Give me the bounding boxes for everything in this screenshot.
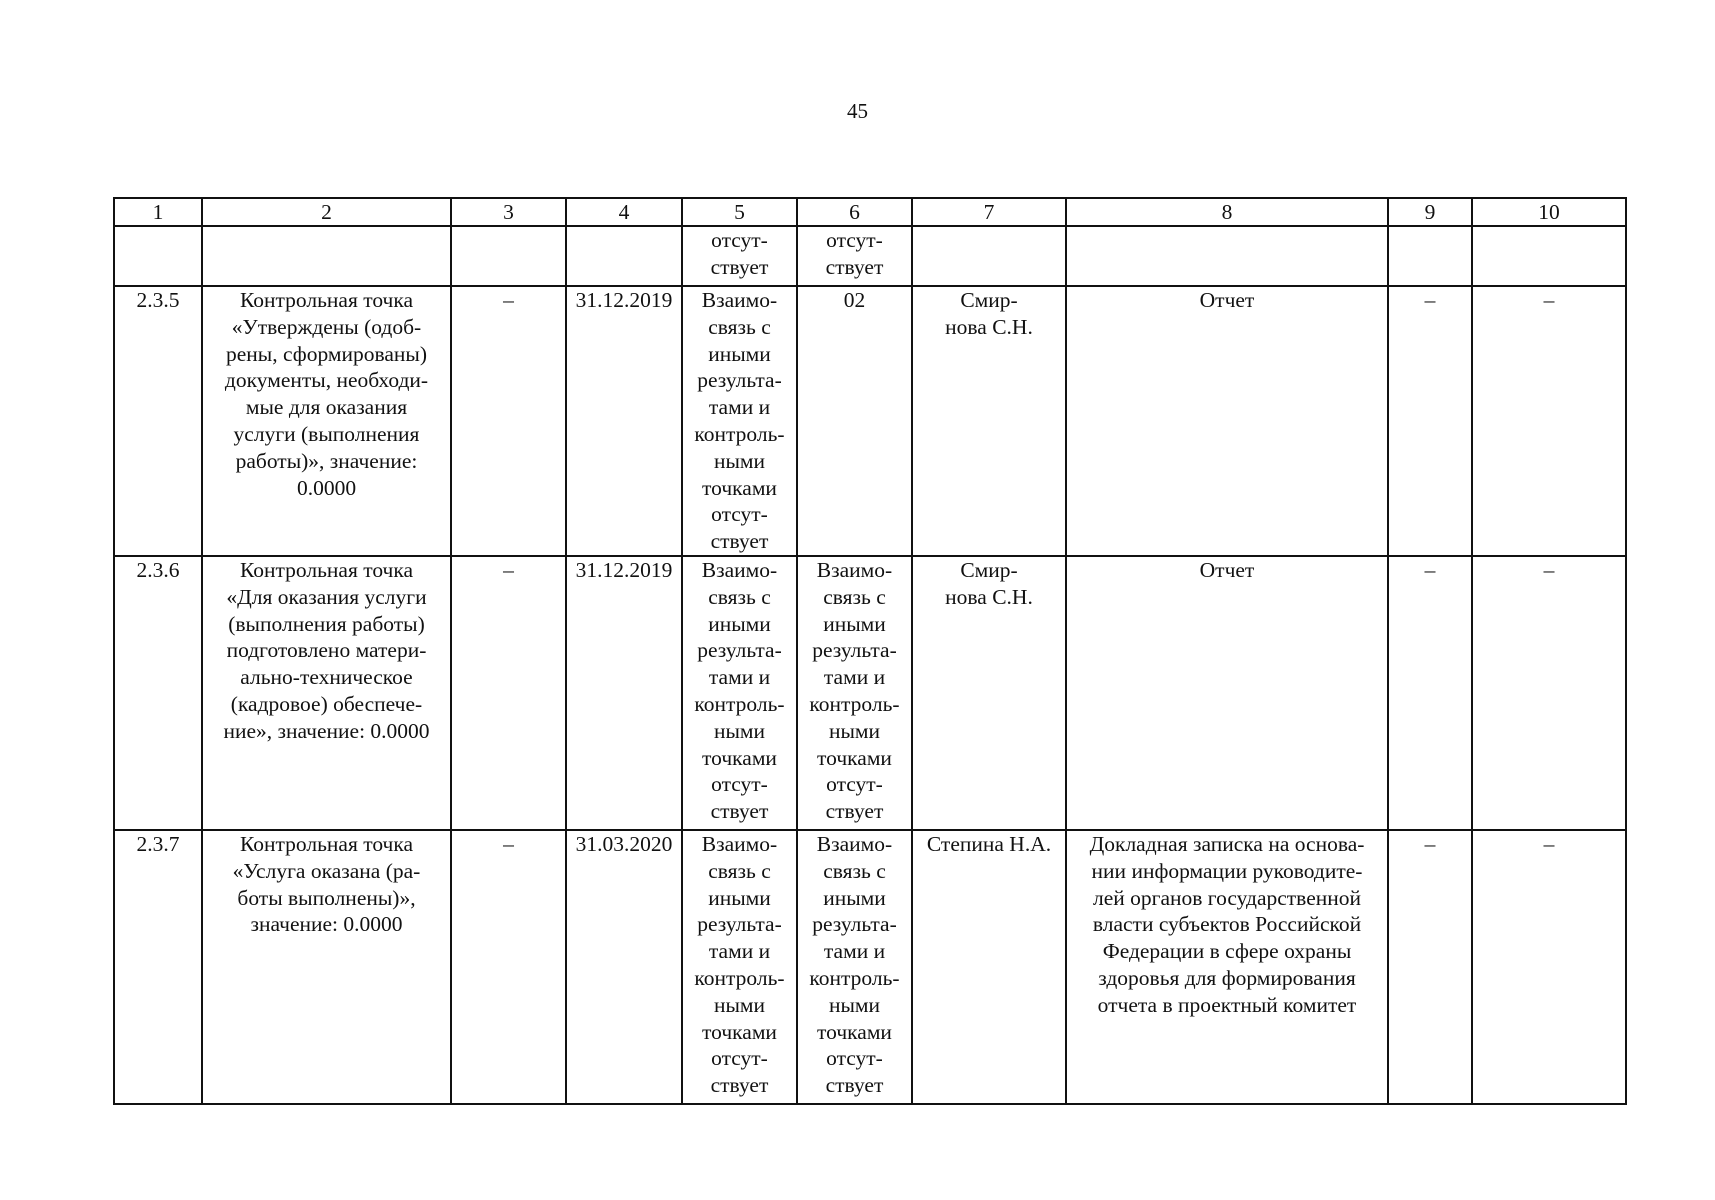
header-cell-2: 2 — [202, 198, 451, 226]
table-cell-dash: – — [451, 286, 566, 556]
table-cell-dash: – — [451, 556, 566, 830]
table-cell-relation: Взаимо- связь с иными результа- тами и контроль- ными точками отсут- ствует — [682, 830, 797, 1104]
document-type: Отчет — [1066, 286, 1388, 556]
table-cell-relation: Взаимо- связь с иными результа- тами и контроль- ными точками отсут- ствует — [797, 830, 912, 1104]
table-cell-relation: Взаимо- связь с иными результа- тами и контроль- ными точками отсут- ствует — [797, 556, 912, 830]
table-cell-relation: 02 — [797, 286, 912, 556]
header-cell-9: 9 — [1388, 198, 1472, 226]
control-points-table — [113, 197, 1627, 1105]
page-number: 45 — [847, 99, 868, 123]
table-row — [114, 830, 1626, 1104]
header-cell-3: 3 — [451, 198, 566, 226]
table-row — [114, 556, 1626, 830]
document-type: Отчет — [1066, 556, 1388, 830]
control-point-description: Контрольная точка «Утверждены (одоб- рены, сформированы) документы, необходи- мые для оказания услуги (выполнения работы)», значение: 0.0000 — [202, 286, 451, 556]
table-cell — [202, 226, 451, 286]
table-cell — [1066, 226, 1388, 286]
table-row — [114, 286, 1626, 556]
header-cell-4: 4 — [566, 198, 682, 226]
table-cell-dash: – — [1472, 830, 1626, 1104]
row-number: 2.3.6 — [114, 556, 202, 830]
responsible-person: Степина Н.А. — [912, 830, 1066, 1104]
header-cell-10: 10 — [1472, 198, 1626, 226]
table-cell — [114, 226, 202, 286]
due-date: 31.12.2019 — [566, 556, 682, 830]
table-cell-relation: Взаимо- связь с иными результа- тами и контроль- ными точками отсут- ствует — [682, 286, 797, 556]
header-row — [114, 198, 1626, 226]
table-cell-dash: – — [1388, 830, 1472, 1104]
header-cell-6: 6 — [797, 198, 912, 226]
table-cell-dash: – — [1388, 556, 1472, 830]
document-type: Докладная записка на основа- нии информации руководите- лей органов государственной власти субъектов Российской Федерации в сфере охраны здоровья для формирования отчета в проектный комитет — [1066, 830, 1388, 1104]
control-point-description: Контрольная точка «Для оказания услуги (выполнения работы) подготовлено матери- ально-техническое (кадровое) обеспече- ние», значение: 0.0000 — [202, 556, 451, 830]
table-cell — [451, 226, 566, 286]
header-cell-8: 8 — [1066, 198, 1388, 226]
table-cell-relation: Взаимо- связь с иными результа- тами и контроль- ными точками отсут- ствует — [682, 556, 797, 830]
row-number: 2.3.5 — [114, 286, 202, 556]
table-cell — [1388, 226, 1472, 286]
due-date: 31.03.2020 — [566, 830, 682, 1104]
table-cell-relation: отсут- ствует — [797, 226, 912, 286]
table-cell-dash: – — [1472, 286, 1626, 556]
table-row-continuation — [114, 226, 1626, 286]
header-cell-7: 7 — [912, 198, 1066, 226]
table-cell — [912, 226, 1066, 286]
header-cell-1: 1 — [114, 198, 202, 226]
control-point-description: Контрольная точка «Услуга оказана (ра- боты выполнены)», значение: 0.0000 — [202, 830, 451, 1104]
responsible-person: Смир- нова С.Н. — [912, 556, 1066, 830]
due-date: 31.12.2019 — [566, 286, 682, 556]
table-cell — [566, 226, 682, 286]
table-cell-dash: – — [1472, 556, 1626, 830]
table-cell-dash: – — [451, 830, 566, 1104]
table-cell — [1472, 226, 1626, 286]
table-cell-relation: отсут- ствует — [682, 226, 797, 286]
row-number: 2.3.7 — [114, 830, 202, 1104]
table-cell-dash: – — [1388, 286, 1472, 556]
responsible-person: Смир- нова С.Н. — [912, 286, 1066, 556]
header-cell-5: 5 — [682, 198, 797, 226]
